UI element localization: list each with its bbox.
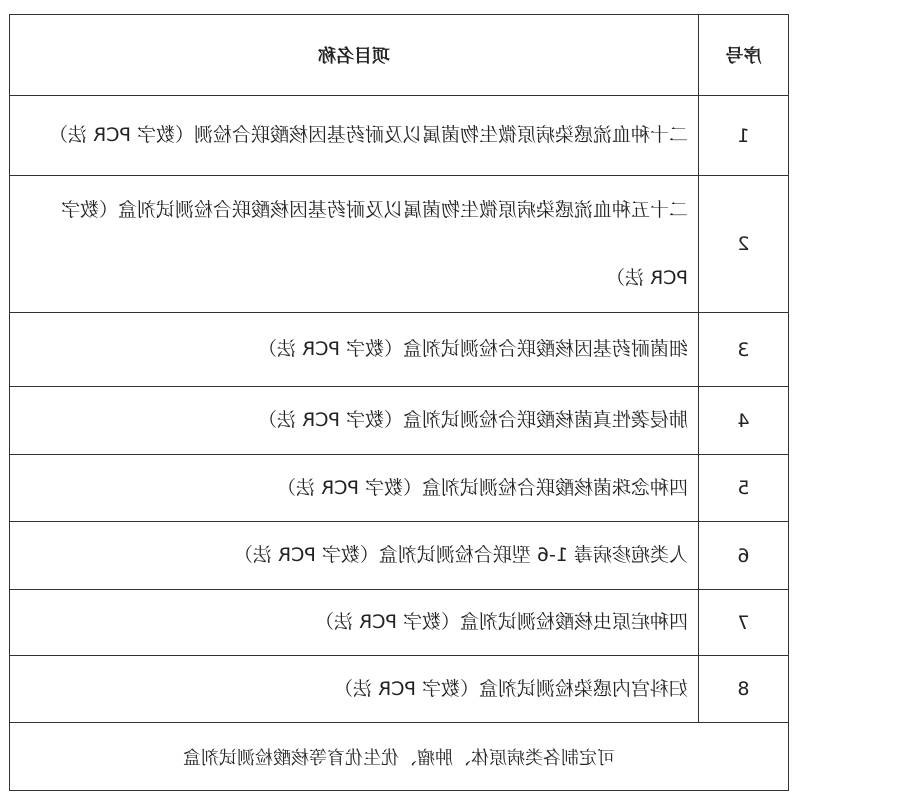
row-name: 二十五种血流感染病原微生物菌属以及耐药基因核酸联合检测试剂盒（数字 PCR 法）	[10, 176, 699, 313]
table-row	[10, 176, 789, 313]
table-row	[10, 96, 789, 176]
header-name: 项目名称	[10, 15, 699, 96]
row-name: 四种念珠菌核酸联合检测试剂盒（数字 PCR 法）	[10, 455, 699, 522]
row-name: 二十种血流感染病原微生物菌属以及耐药基因核酸联合检测（数字 PCR 法）	[10, 96, 699, 176]
product-table	[9, 14, 789, 791]
row-number: 5	[699, 455, 789, 522]
table-row	[10, 455, 789, 522]
table-row	[10, 387, 789, 455]
table-header-row	[10, 15, 789, 96]
row-name: 妇科宫内感染检测试剂盒（数字 PCR 法）	[10, 656, 699, 723]
table-footer-row	[10, 723, 789, 791]
row-number: 4	[699, 387, 789, 455]
table-row	[10, 590, 789, 656]
row-name: 人类疱疹病毒 1-6 型联合检测试剂盒（数字 PCR 法）	[10, 522, 699, 590]
row-number: 3	[699, 313, 789, 387]
row-number: 1	[699, 96, 789, 176]
row-number: 8	[699, 656, 789, 723]
row-name: 四种疟原虫核酸检测试剂盒（数字 PCR 法）	[10, 590, 699, 656]
row-number: 6	[699, 522, 789, 590]
table-row	[10, 656, 789, 723]
row-number: 2	[699, 176, 789, 313]
footer-note: 可定制各类病原体、肿瘤、优生优育等核酸检测试剂盒	[10, 723, 789, 791]
header-no: 序号	[699, 15, 789, 96]
table-row	[10, 522, 789, 590]
row-name: 肺侵袭性真菌核酸联合检测试剂盒（数字 PCR 法）	[10, 387, 699, 455]
row-name: 细菌耐药基因核酸联合检测试剂盒（数字 PCR 法）	[10, 313, 699, 387]
row-number: 7	[699, 590, 789, 656]
table-row	[10, 313, 789, 387]
